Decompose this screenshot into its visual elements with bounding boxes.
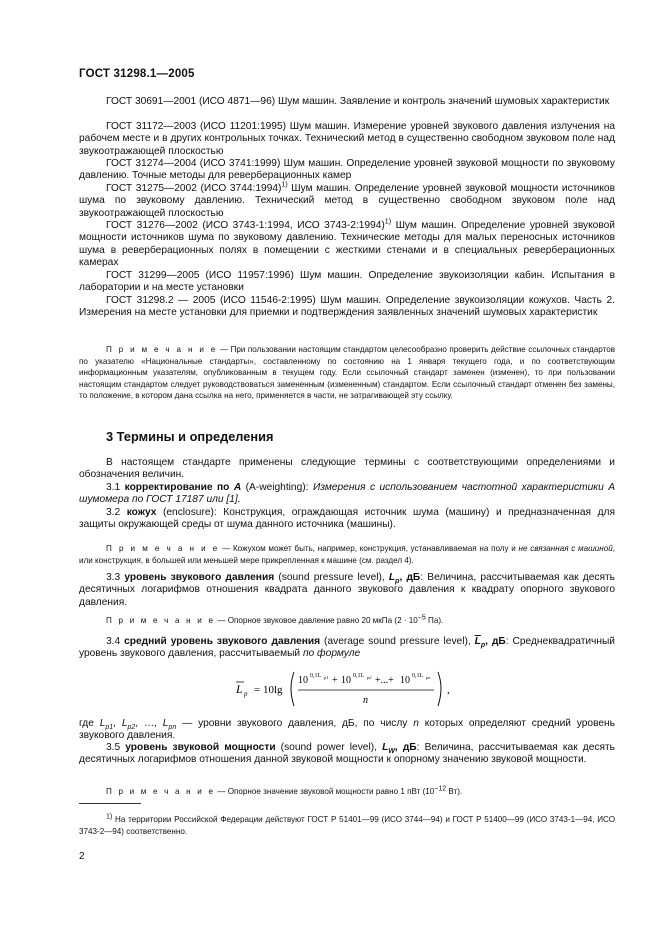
svg-text:n: n xyxy=(363,695,368,706)
footnote-marker: 1) xyxy=(281,181,288,189)
note-reference-power: П р и м е ч а н и е — Опорное значение звуковой мощности равно 1 пВт ($10^{-12}$ Вт). xyxy=(106,785,463,796)
svg-text:0,1L: 0,1L xyxy=(310,673,322,679)
footnote-marker: 1) xyxy=(384,218,392,226)
svg-text:,: , xyxy=(447,684,450,696)
svg-text:p2: p2 xyxy=(367,675,372,680)
section-intro: В настоящем стандарте применены следующие термины с соответствующими определениями и обозначения величин. xyxy=(79,457,615,481)
ref-gost-30691: ГОСТ 30691—2001 (ИСО 4871—96) Шум машин. Заявление и контроль значений шумовых характеристик xyxy=(106,96,610,107)
ref-gost-31172: ГОСТ 31172—2003 (ИСО 11201:1995) Шум машин. Измерение уровней звукового давления излучения на рабочем месте и в других контрольных точках. Технический метод в существенно свободном звуковом поле над звукоотражающей плоскостью xyxy=(79,121,615,157)
svg-text:10: 10 xyxy=(400,675,410,686)
term-3-5: 3.5 уровень звуковой мощности (sound power level), $L_W$, дБ: Величина, рассчитываемая как десять десятичных логарифмов отношения данной звуковой мощности к опорному значению звуковой мощности. xyxy=(79,742,615,766)
formula-lparen xyxy=(291,672,294,706)
svg-text:p: p xyxy=(244,690,248,698)
ref-gost-31299: ГОСТ 31299—2005 (ИСО 11957:1996) Шум машин. Определение звукоизоляции кабин. Испытания в лаборатории и на месте установки xyxy=(79,270,615,294)
ref-gost-31274: ГОСТ 31274—2004 (ИСО 3741:1999) Шум машин. Определение уровней звуковой мощности по звуковому давлению. Точные методы для реверберационных камер xyxy=(79,158,615,182)
svg-text:+...+: +...+ xyxy=(375,675,394,686)
note-enclosure: П р и м е ч а н и е — Кожухом может быть, например, конструкция, устанавливаемая на полу и не связанная с машиной, или конструкция, в большей или меньшей мере прикрепленная к машине (см. раздел 4). xyxy=(79,544,615,565)
svg-text:10: 10 xyxy=(341,675,351,686)
svg-text:0,1L: 0,1L xyxy=(412,673,424,679)
note-reference-pressure: П р и м е ч а н и е — Опорное звуковое давление равно 20 мкПа ($2 \cdot 10^{-5}$ Па). xyxy=(106,614,444,625)
page-number: 2 xyxy=(79,851,85,862)
term-3-3: 3.3 уровень звукового давления (sound pressure level), $L_p$, дБ: Величина, рассчитываемая как десять десятичных логарифмов отношения квадрата данного звукового давления к квадрату опорного звукового давления. xyxy=(79,572,615,608)
ref-gost-31276 xyxy=(79,220,615,270)
svg-text:p1: p1 xyxy=(324,675,329,680)
formula-where: где $L_{p1}$, $L_{p2}$, …, $L_{pn}$ — уровни звукового давления, дБ, по числу n которых определяют средний уровень звукового давления. xyxy=(79,718,615,742)
note-label: П р и м е ч а н и е xyxy=(106,345,218,354)
note-references: П р и м е ч а н и е — При пользовании настоящим стандартом целесообразно проверить действие ссылочных стандартов по указателю «Национальные стандарты», составленному по состоянию на 1 января текущего года, и по соответствующим информационным указателям, опубликованным в текущем году. Если ссылочный стандарт заменен (изменен), то при пользовании настоящим стандартом следует руководствоваться замененным (измененным) стандартом. Если ссылочный стандарт отменен без замены, то положение, в котором дана ссылка на него, применяется в части, не затрагивающей эту ссылку. xyxy=(79,345,616,401)
ref-gost-31275 xyxy=(79,183,615,220)
ref-gost-31275-title: Шум машин. Определение уровней звуковой мощности источников шума по звуковому давлению. Технический метод в существенно свободном звуковом поле над звукоотражающей плоскостью xyxy=(79,183,615,219)
formula-eq: = 10lg xyxy=(254,684,283,696)
ref-gost-31298-2: ГОСТ 31298.2 — 2005 (ИСО 11546-2:1995) Шум машин. Определение звукоизоляции кожухов. Часть 2. Измерения на месте установки для приемки и подтверждения заявленных значений шумовых характеристик xyxy=(79,295,615,319)
term-3-1: 3.1 корректирование по A (A-weighting): Измерения с использованием частотной характеристики A шумомера по ГОСТ 17187 или [1]. xyxy=(79,482,615,506)
svg-text:0,1L: 0,1L xyxy=(353,673,365,679)
term-3-2: 3.2 кожух (enclosure): Конструкция, ограждающая источник шума (машину) и предназначенная для защиты окружающей среды от шума данного источника (машины). xyxy=(79,507,615,531)
formula-lhs: L xyxy=(236,682,243,696)
ref-gost-31276-title: Шум машин. Определение уровней звуковой мощности источников шума по звуковому давлению. Технические методы для малых переносных источников шума в реверберационных полях в помещении с жесткими стенами и в специальных реверберационных камерах xyxy=(79,220,616,269)
average-level-formula xyxy=(236,668,466,712)
formula-rparen xyxy=(438,672,441,706)
footnote: $^{1)}$ На территории Российской Федерации действуют ГОСТ Р 51401—99 (ИСО 3744—94) и ГОСТ Р 51400—99 (ИСО 3743-1—94, ИСО 3743-2—94) соответственно. xyxy=(79,813,615,836)
ref-gost-31275-code: ГОСТ 31275—2002 (ИСО 3744:1994) xyxy=(106,183,282,194)
ref-gost-31276-code: ГОСТ 31276—2002 (ИСО 3743-1:1994, ИСО 3743-2:1994) xyxy=(106,220,385,231)
document-header: ГОСТ 31298.1—2005 xyxy=(79,68,195,80)
section-title: 3 Термины и определения xyxy=(106,429,274,444)
svg-text:10: 10 xyxy=(298,675,308,686)
term-3-4: 3.4 средний уровень звукового давления (average sound pressure level), $\overline{L}_p$, дБ: Среднеквадратичный уровень звукового давления, рассчитываемый по формуле xyxy=(79,636,615,660)
svg-text:pn: pn xyxy=(426,675,431,680)
svg-text:+: + xyxy=(332,675,338,686)
footnote-divider xyxy=(79,803,141,804)
